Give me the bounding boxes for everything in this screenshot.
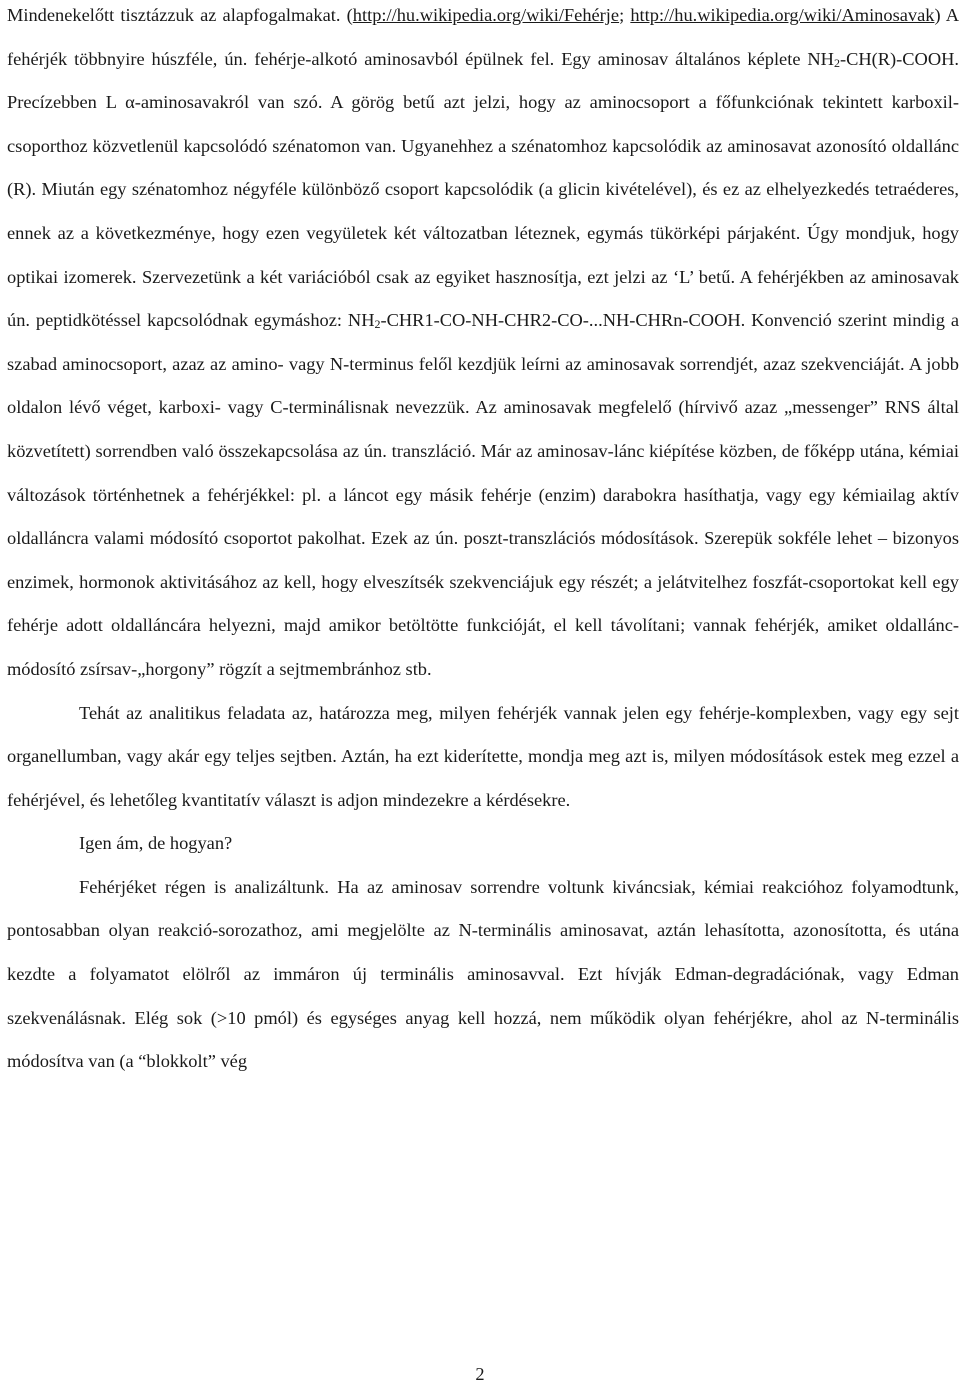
paragraph-3: Igen ám, de hogyan? xyxy=(79,833,233,854)
subscript: 2 xyxy=(374,317,381,332)
subscript: 2 xyxy=(833,55,840,70)
text-segment: -CH(R)-COOH. Precízebben L α-aminosavakról van szó. A görög betű azt jelzi, hogy az aminocsoport a főfunkciónak tekintett karboxil-csoporthoz közvetlenül kapcsolódó szénatomon van. Ugyanehhez a szénatomhoz kapcsolódik az aminosavat azonosító oldallánc (R). Miután egy szénatomhoz négyféle különböző csoport kapcsolódik (a glicin kivételével), és ez az elhelyezkedés tetraéderes, ennek az a következménye, hogy ezen vegyületek két változatban léteznek, egymás tükörképi párjaként. Úgy mondjuk, hogy optikai izomerek. Szervezetünk a két variációból csak az egyiket hasznosítja, ezt jelzi az ‘L’ betű. A fehérjékben az aminosavak ún. peptidkötéssel kapcsolódnak egymáshoz: NH xyxy=(7,48,959,331)
paragraph-1 xyxy=(7,0,959,692)
paragraph-2: Tehát az analitikus feladata az, határozza meg, milyen fehérjék vannak jelen egy fehérje-komplexben, vagy egy sejt organellumban, vagy akár egy teljes sejtben. Aztán, ha ezt kiderítette, mondja meg azt is, milyen módosítások estek meg ezzel a fehérjével, és lehetőleg kvantitatív választ is adjon mindezekre a kérdésekre. xyxy=(7,702,959,810)
text-segment: ) A fehérjék többnyire húszféle, ún. fehérje-alkotó aminosavból épülnek fel. Egy aminosav általános képlete NH xyxy=(7,5,959,69)
body-text xyxy=(7,0,959,1084)
paragraph-4: Fehérjéket régen is analizáltunk. Ha az aminosav sorrendre voltunk kiváncsiak, kémiai reakcióhoz folyamodtunk, pontosabban olyan reakció-sorozathoz, ami megjelölte az N-terminális aminosavat, aztán lehasította, azonosította, és utána kezdte a folyamatot elölről az immáron új terminális aminosavval. Ezt hívják Edman-degradációnak, vagy Edman szekvenálásnak. Elég sok (>10 pmól) és egységes anyag kell hozzá, nem működik olyan fehérjékre, ahol az N-terminális módosítva van (a “blokkolt” vég xyxy=(7,876,959,1072)
link-aminosavak[interactable]: http://hu.wikipedia.org/wiki/Aminosavak xyxy=(630,5,935,25)
link-fehérje[interactable]: http://hu.wikipedia.org/wiki/Fehérje xyxy=(352,5,620,25)
text-segment: ; xyxy=(619,5,631,25)
page-number: 2 xyxy=(475,1364,485,1384)
text-segment: -CHR1-CO-NH-CHR2-CO-...NH-CHRn-COOH. Konvenció szerint mindig a szabad aminocsoport, azaz az amino- vagy N-terminus felől kezdjük leírni az aminosavak sorrendjét, azaz szekvenciáját. A jobb oldalon lévő véget, karboxi- vagy C-terminálisnak nevezzük. Az aminosavak megfelelő (hírvivő azaz „messenger” RNS által közvetített) sorrendben való összekapcsolása az ún. transzláció. Már az aminosav-lánc kiépítése közben, de főképp utána, kémiai változások történhetnek a fehérjékkel: pl. a láncot egy másik fehérje (enzim) darabokra hasíthatja, vagy egy kémiailag aktív oldalláncra valami módosító csoportot pakolhat. Ezek az ún. poszt-transzlációs módosítások. Szerepük sokféle lehet – bizonyos enzimek, hormonok aktivitásához az kell, hogy elveszítsék szekvenciájuk egy részét; a jelátvitelhez foszfát-csoportokat kell egy fehérje adott oldalláncára helyezni, majd amikor betöltötte funkcióját, el kell távolítani; vannak fehérjék, amiket oldallánc-módosító zsírsav-„horgony” rögzít a sejtmembránhoz stb. xyxy=(7,310,959,679)
text-segment: Mindenekelőtt tisztázzuk az alapfogalmakat. ( xyxy=(7,5,353,25)
